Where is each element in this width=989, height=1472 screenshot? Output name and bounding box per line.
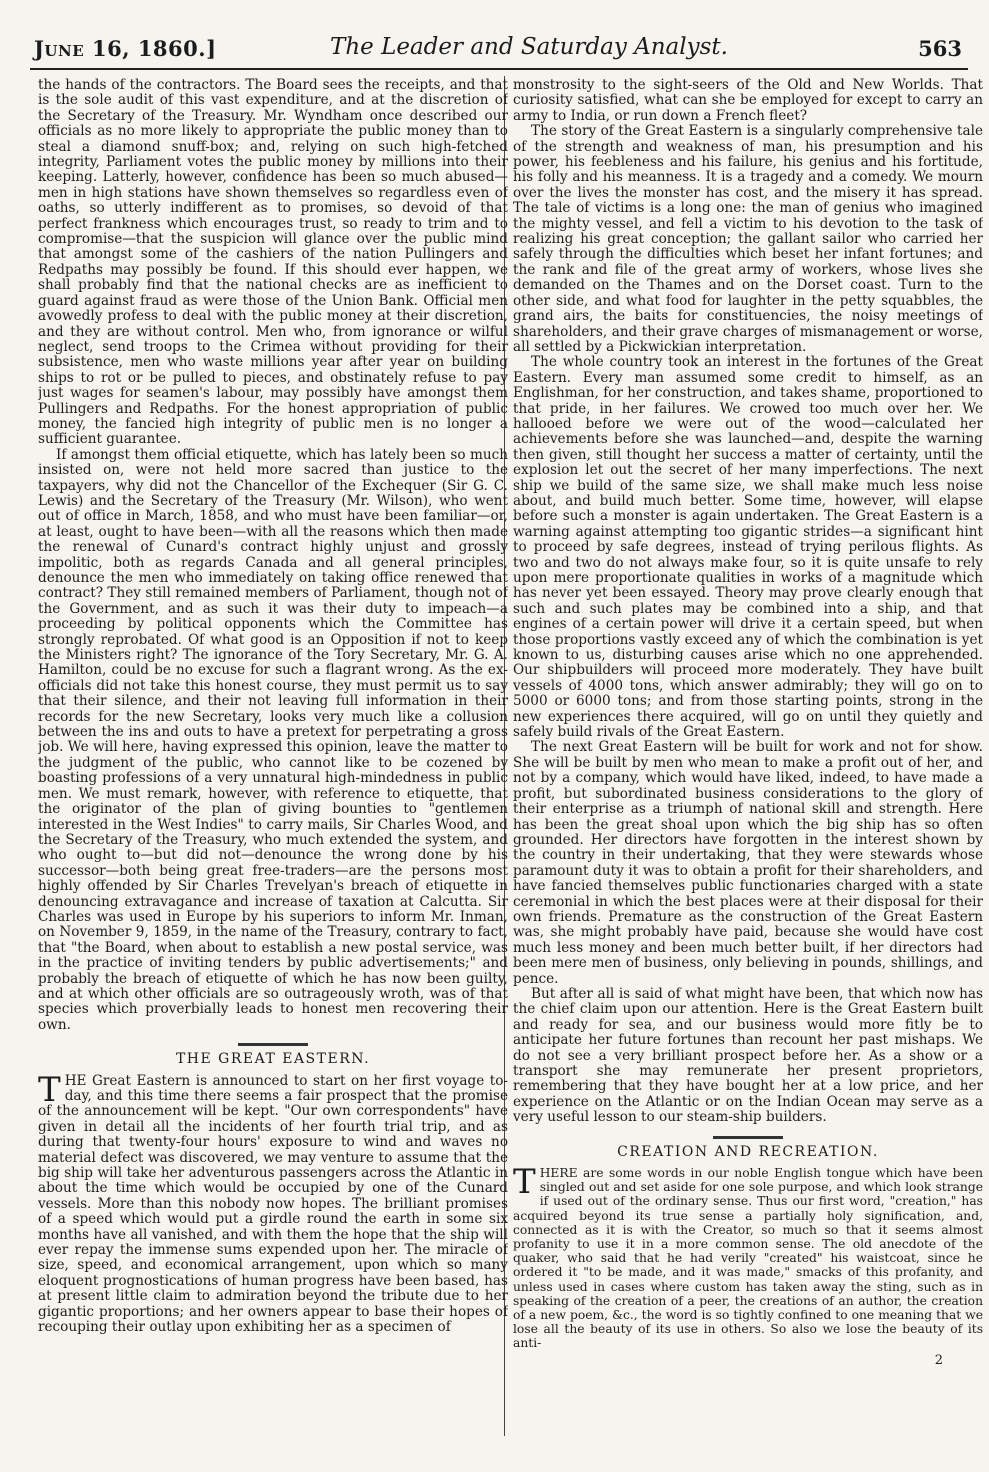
article-paragraph <box>38 1069 508 1336</box>
drop-cap: T <box>513 1162 536 1203</box>
article-paragraph: The next Great Eastern will be built for work and not for show. She will be built by men who mean to make a profit out of her, and not by a company, which would have liked, indeed, to have made a profit, but subordinated business considerations to the glory of their enterprise as a triumph of national skill and strength. Here has been the great shoal upon which the big ship has so often grounded. Her directors have forgotten in the interest shown by the country in their undertaking, that they were stewards whose paramount duty it was to obtain a profit for their shareholders, and have fancied themselves public functionaries charged with a state ceremonial in which the best places were at their disposal for their own friends. Premature as the construction of the Great Eastern was, she might probably have paid, because she would have cost much less money and been much better built, if her directors had been mere men of business, only believing in pounds, shillings, and pence. <box>513 739 983 987</box>
article-paragraph: But after all is said of what might have been, that which now has the chief claim upon our attention. Here is the Great Eastern built and ready for sea, and our business would more fitly be to anticipate her future fortunes than recount her past mishaps. We do not see a very brilliant prospect before her. As a show or a transport she may remunerate her present proprietors, remembering that they have bought her at a low price, and her experience on the Atlantic or on the Indian Ocean may serve as a very useful lesson to our steam-ship builders. <box>513 985 983 1126</box>
article-paragraph: The whole country took an interest in the fortunes of the Great Eastern. Every man assumed some credit to himself, as an Englishman, for her construction, and takes shame, proportioned to that pride, in her failures. We crowed too much over her. We hallooed before we were out of the wood—calculated her achievements before she was launched—and, despite the warning then given, still thought her success a matter of certainty, until the explosion let out the secret of her many imperfections. The next ship we build of the same size, we shall make much less noise about, and build much better. Some time, however, will elapse before such a monster is again undertaken. The Great Eastern is a warning against attempting too gigantic strides—a significant hint to proceed by safe degrees, instead of trying perilous flights. As two and two do not always make four, so it is quite unsafe to rely upon mere proportionate qualities in works of a magnitude which has never yet been essayed. Theory may prove clearly enough that such and such plates may be combined into a ship, and that engines of a certain power will drive it a certain speed, but when those proportions vastly exceed any of which the combination is yet known to us, disturbing causes arise which no one apprehended. Our shipbuilders will proceed more moderately. They have built vessels of 4000 tons, which answer admirably; they will go on to 5000 or 6000 tons; and from those starting points, strong in the new experiences there acquired, will go on until they quietly and safely build rivals of the Great Eastern. <box>513 354 983 741</box>
article-paragraph <box>513 1162 983 1351</box>
section-title-creation: CREATION AND RECREATION. <box>617 1143 879 1160</box>
article-paragraph: the hands of the contractors. The Board sees the receipts, and that is the sole audit of this vast expenditure, and at the discretion of the Secretary of the Treasury. Mr. Wyndham once described our officials as no more likely to appropriate the public money than to steal a diamond snuff-box; and, relying on such high-fetched integrity, Parliament votes the public money by millions into their keeping. Latterly, however, confidence has been so much abused—men in high stations have shown themselves so regardless even of oaths, so utterly indifferent as to promises, so devoid of that perfect frankness which encourages trust, so ready to trim and to compromise—that the suspicion will glance over the public mind that amongst some of the cashiers of the nation Pullingers and Redpaths may possibly be found. If this should ever happen, we shall probably find that the national checks are as inefficient to guard against fraud as were those of the Union Bank. Official men avowedly profess to deal with the public money at their discretion, and they are without control. Men who, from ignorance or wilful neglect, send troops to the Crimea without providing for their subsistence, men who waste millions year after year on building ships to rot or be pulled to pieces, and obstinately refuse to pay just wages for seamen's labour, may possibly have amongst them Pullingers and Redpaths. For the honest appropriation of public money, the fancied high integrity of public men is no longer a sufficient guarantee. <box>38 78 508 448</box>
publication-title: The Leader and Saturday Analyst. <box>330 34 728 60</box>
right-column <box>513 78 983 1458</box>
article-paragraph: If amongst them official etiquette, which has lately been so much insisted on, were not held more sacred than justice to the taxpayers, why did not the Chancellor of the Exchequer (Sir G. C. Lewis) and the Secretary of the Treasury (Mr. Wilson), who went out of office in March, 1858, and who must have been familiar—or, at least, ought to have been—with all the reasons which then made the renewal of Cunard's contract highly unjust and grossly impolitic, both as regards Canada and all general principles, denounce the men who immediately on taking office renewed that contract? They still remained members of Parliament, though not of the Government, and as such it was their duty to impeach—a proceeding by political opponents which the Committee has strongly reprobated. Of what good is an Opposition if not to keep the Ministers right? The ignorance of the Tory Secretary, Mr. G. A. Hamilton, could be no excuse for such a flagrant wrong. As the ex-officials did not take this honest course, they must permit us to say that their silence, and their not leaving full information in their records for the new Secretary, looks very much like a collusion between the ins and outs to have a pretext for perpetrating a gross job. We will here, having expressed this opinion, leave the matter to the judgment of the public, who cannot like to be cozened by boasting professions of a very unnatural high-mindedness in public men. We must remark, however, with reference to etiquette, that the originator of the plan of giving bounties to "gentlemen interested in the West Indies" to carry mails, Sir Charles Wood, and the Secretary of the Treasury, who much extended the system, and who ought to—but did not—denounce the wrong done by his successor—both being great free-traders—are the persons most highly offended by Sir Charles Trevelyan's breach of etiquette in denouncing extravagance and increase of taxation at Calcutta. Sir Charles was used in Europe by his superiors to inform Mr. Inman, on November 9, 1859, in the name of the Treasury, contrary to fact, that "the Board, when about to establish a new postal service, was in the practice of inviting tenders by public advertisements;" and probably the breach of etiquette of which he has now been guilty, and at which other officials are so outrageously wroth, was of that species which proverbially leads to honest men recovering their own. <box>38 446 508 1033</box>
article-paragraph-text: HERE are some words in our noble English tongue which have been singled out and set aside for one sole purpose, and which look strange if used out of the ordinary sense. Thus our first word, "creation," has acquired beyond its true sense a partially holy signification, and, connected as it is with the Creator, so much so that it seems almost profanity to use it in a more common sense. The old anecdote of the quaker, who said that he had verily "created" his waistcoat, since he ordered it "to be made, and it was made," smacks of this profanity, and unless used in cases where custom has taken away the sting, such as in speaking of the creation of a peer, the creations of an author, the creation of a new poem, &c., the word is so tightly confined to one meaning that we lose all the beauty of its use in others. So also we lose the beauty of its anti- <box>513 1166 983 1351</box>
section-rule <box>713 1136 783 1139</box>
section-rule <box>238 1043 308 1046</box>
article-paragraph-text: HE Great Eastern is announced to start on her first voyage to-day, and this time there seems a fair prospect that the promise of the announcement will be kept. "Our own correspondents" have given in detail all the incidents of her fourth trial trip, and as during that twenty-four hours' exposure to wind and waves no material defect was discovered, we may venture to assume that the big ship will take her adventurous passengers across the Atlantic in about the time which would be occupied by one of the Cunard vessels. More than this nobody now hopes. The brilliant promises of a speed which would put a girdle round the earth in some six months have all vanished, and with them the hope that the ship will ever repay the immense sums expended upon her. The miracle of size, speed, and economical arrangement, upon which so many eloquent prognostications of human progress have been based, has at present little claim to admiration beyond the tribute due to her gigantic proportions; and her owners appear to base their hopes of recouping their outlay upon exhibiting her as a specimen of <box>38 1072 508 1336</box>
page-header <box>30 34 968 70</box>
issue-date: June 16, 1860.] <box>34 36 217 61</box>
drop-cap: T <box>38 1069 61 1110</box>
page-number: 563 <box>918 36 962 61</box>
section-title-great-eastern: THE GREAT EASTERN. <box>175 1051 371 1068</box>
signature-mark: 2 <box>934 1352 943 1368</box>
article-paragraph: The story of the Great Eastern is a singularly comprehensive tale of the strength and weakness of man, his presumption and his power, his feebleness and his failure, his genius and his fortitude, his folly and his meanness. It is a tragedy and a comedy. We mourn over the lives the monster has cost, and the misery it has spread. The tale of victims is a long one: the man of genius who imagined the mighty vessel, and fell a victim to his devotion to the task of realizing his great conception; the gallant sailor who carried her safely through the difficulties which beset her infant fortunes; and the rank and file of the great army of workers, whose lives she demanded on the Thames and on the Dorset coast. Turn to the other side, and what food for laughter in the petty squabbles, the grand airs, the baits for constituencies, the noisy meetings of shareholders, and their grave charges of mismanagement or worse, all settled by a Pickwickian interpretation. <box>513 123 983 355</box>
article-paragraph: monstrosity to the sight-seers of the Old and New Worlds. That curiosity satisfied, what can she be employed for except to carry an army to India, or run down a French fleet? <box>513 78 983 124</box>
left-column <box>38 78 508 1458</box>
